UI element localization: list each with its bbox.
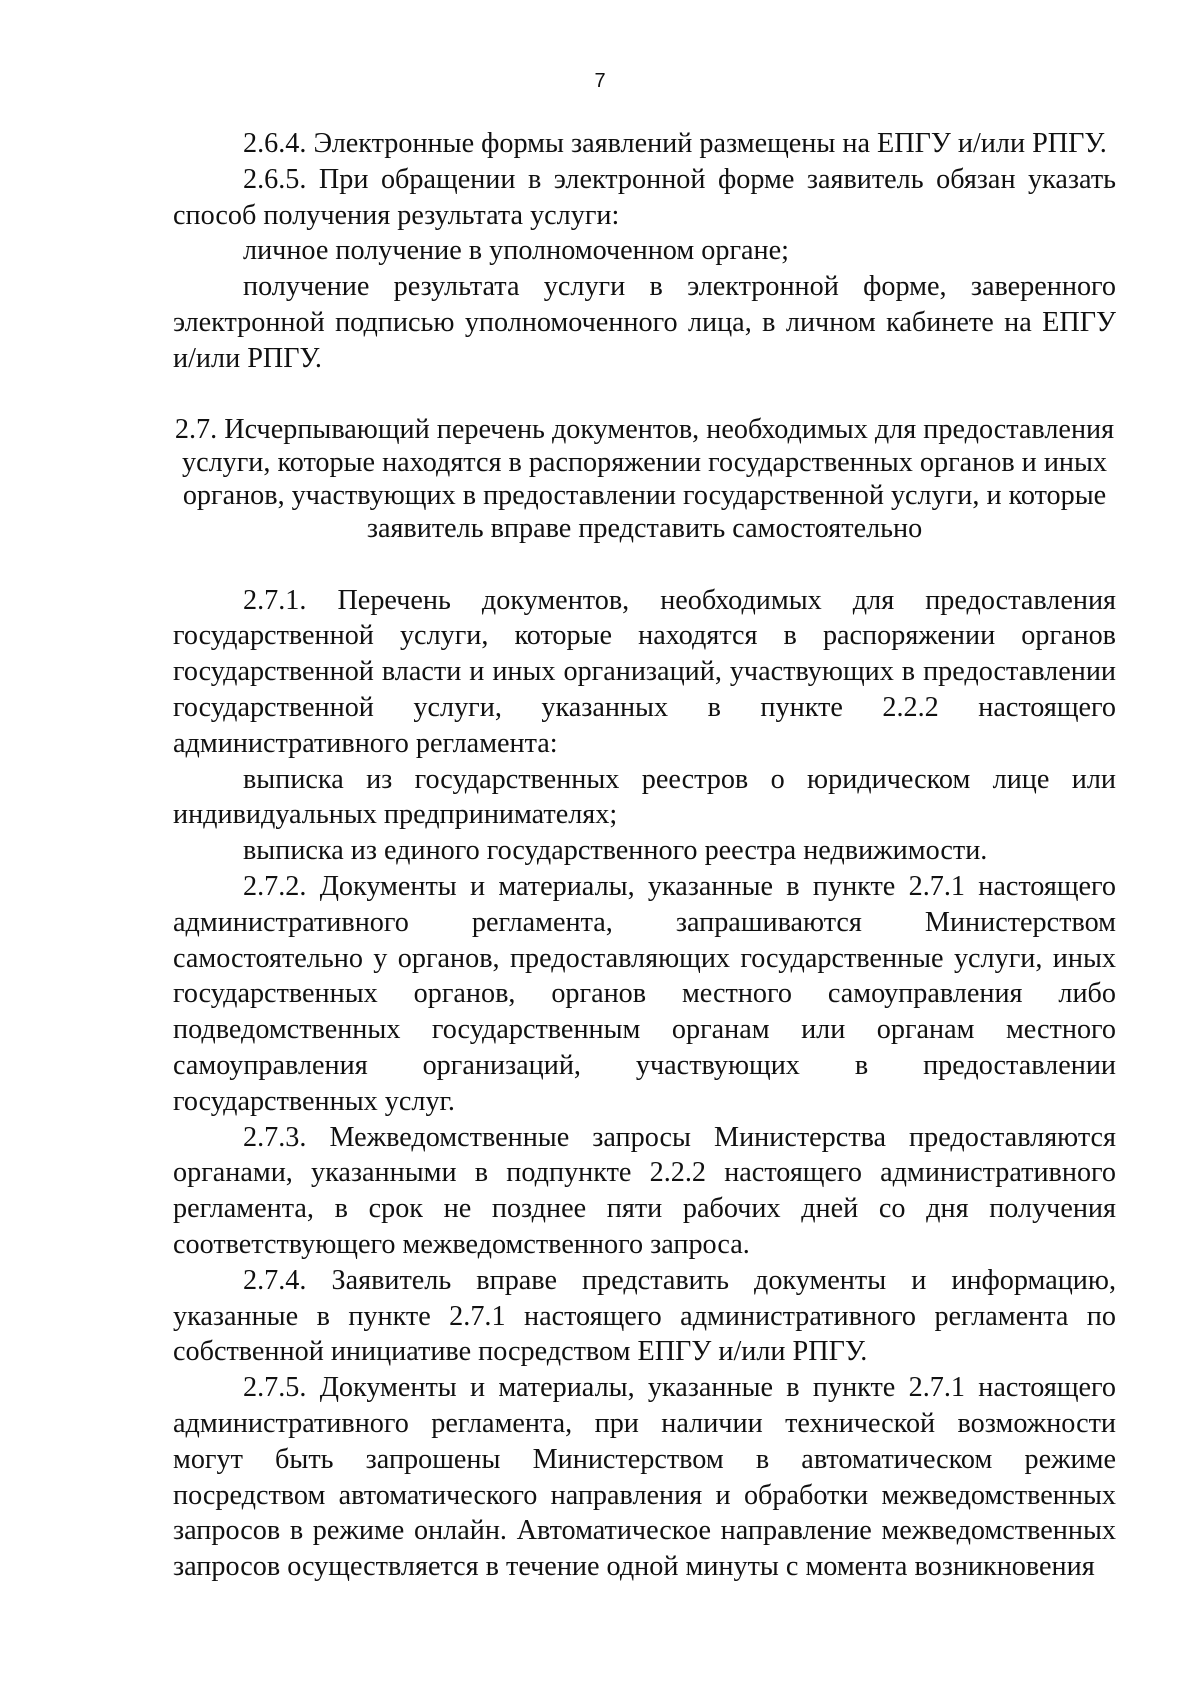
paragraph-2-7-1: 2.7.1. Перечень документов, необходимых для предоставления государственной услуги, которые находятся в распоряжении органов государственной власти и иных организаций, участвующих в предоставлении государственной услуги, указанных в пункте 2.2.2 настоящего административного регламента: xyxy=(173,584,1116,759)
list-item-electronic-receipt: получение результата услуги в электронной форме, заверенного электронной подписью уполномоченного лица, в личном кабинете на ЕПГУ и/или РПГУ. xyxy=(173,271,1116,374)
list-item-personal-receipt: личное получение в уполномоченном органе; xyxy=(243,235,789,267)
page-number: 7 xyxy=(594,70,606,92)
paragraph-2-6-5: 2.6.5. При обращении в электронной форме заявитель обязан указать способ получения результата услуги: xyxy=(173,163,1116,231)
paragraph-2-7-3: 2.7.3. Межведомственные запросы Министерства предоставляются органами, указанными в подпункте 2.2.2 настоящего административного регламента, в срок не позднее пяти рабочих дней со дня получения соответствующего межведомственного запроса. xyxy=(173,1121,1116,1260)
list-item-legal-entity-extract: выписка из государственных реестров о юридическом лице или индивидуальных предпринимателях; xyxy=(173,763,1116,831)
paragraph-2-6-4: 2.6.4. Электронные формы заявлений размещены на ЕПГУ и/или РПГУ. xyxy=(243,128,1107,159)
list-item-real-estate-extract: выписка из единого государственного реестра недвижимости. xyxy=(243,835,988,867)
paragraph-2-7-4: 2.7.4. Заявитель вправе представить документы и информацию, указанные в пункте 2.7.1 настоящего административного регламента по собственной инициативе посредством ЕПГУ и/или РПГУ. xyxy=(173,1264,1116,1368)
paragraph-2-7-5: 2.7.5. Документы и материалы, указанные в пункте 2.7.1 настоящего административного регламента, при наличии технической возможности могут быть запрошены Министерством в автоматическом режиме посредством автоматического направления и обработки межведомственных запросов в режиме онлайн. Автоматическое направление межведомственных запросов осуществляется в течение одной минуты с момента возникновения xyxy=(173,1372,1116,1583)
paragraph-2-7-2: 2.7.2. Документы и материалы, указанные в пункте 2.7.1 настоящего административного регламента, запрашиваются Министерством самостоятельно у органов, предоставляющих государственные услуги, иных государственных органов, органов местного самоуправления либо подведомственных государственным органам или органам местного самоуправления организаций, участвующих в предоставлении государственных услуг. xyxy=(173,870,1116,1117)
section-heading-2-7: 2.7. Исчерпывающий перечень документов, необходимых для предоставления услуги, которые находятся в распоряжении государственных органов и иных органов, участвующих в предоставлении государственной услуги, и которые заявитель вправе представить самостоятельно xyxy=(174,413,1115,544)
page-body xyxy=(173,126,1116,1585)
